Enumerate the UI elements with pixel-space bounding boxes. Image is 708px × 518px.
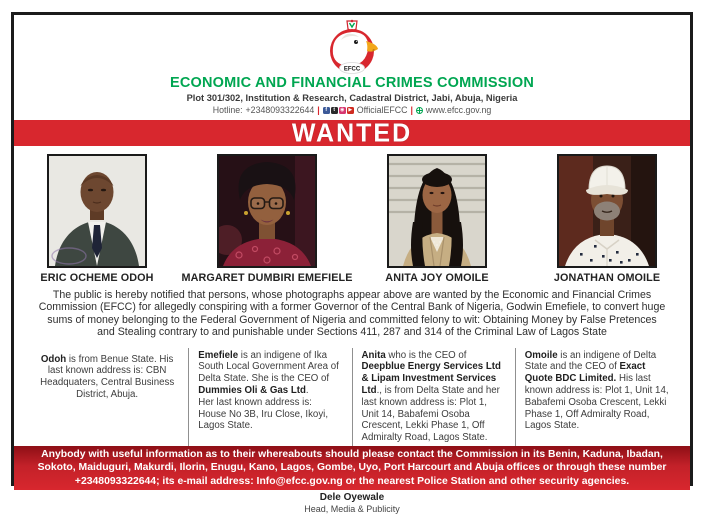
crest-icon — [347, 20, 357, 31]
contact-banner-text: Anybody with useful information as to their whereabouts should please contact the Commission in its Benin, Kaduna, Ibadan, Sokoto, Maiduguri, Makurdi, Ilorin, Enugu, Kano, Lagos, Gombe, Uyo, Port Harcourt and Abuja offices or through these number +2348093322644; its e-mail address: Info@efcc.gov.ng or the nearest Police Station and other security agencies. — [37, 448, 667, 487]
separator: | — [317, 105, 320, 115]
details-odoh: Odoh is from Benue State. His last known address is: CBN Headquaters, Central Business District, Abuja. — [40, 353, 175, 401]
details-emefiele: Emefiele is an indigene of Ika South Local Government Area of Delta State. She is the CEO of Dummies Oli & Gas Ltd. Her last known address is: House No 3B, Iru Close, Ikoyi, Lagos State. — [188, 348, 351, 446]
details-anita: Anita who is the CEO of Deepblue Energy Services Ltd & Lipam Investment Services Ltd., is from Delta State and her last known address is: Plot 1, Unit 14, Babafemi Osoba Crescent, Lekki Phase 1, Off Admiralty Road, Lagos State. — [352, 348, 515, 446]
wanted-poster — [11, 12, 693, 514]
suspect-photo-jonathan-omoile — [557, 154, 657, 268]
social-handle: OfficialEFCC — [356, 105, 408, 115]
globe-icon — [416, 107, 423, 114]
spokesperson-title: Head, Media & Publicity — [304, 504, 400, 514]
suspect-photo-anita-joy-omoile — [387, 154, 487, 268]
twitter-icon: t — [331, 107, 338, 114]
separator: | — [410, 105, 413, 115]
suspect-card — [529, 154, 685, 284]
wanted-banner — [14, 117, 690, 148]
suspect-photo-eric-ocheme-odoh — [47, 154, 147, 268]
suspect-details-row — [26, 348, 678, 446]
social-icons — [323, 107, 354, 114]
suspect-name: MARGARET DUMBIRI EMEFIELE — [181, 272, 353, 284]
youtube-icon: ▶ — [348, 107, 353, 113]
org-address: Plot 301/302, Institution & Research, Cadastral District, Jabi, Abuja, Nigeria — [186, 93, 518, 103]
suspect-name: ERIC OCHEME ODOH — [40, 272, 154, 284]
wanted-title: WANTED — [291, 117, 413, 148]
facebook-icon: f — [323, 107, 330, 114]
suspect-card — [181, 154, 353, 284]
contact-banner — [14, 446, 690, 490]
instagram-icon: ◉ — [340, 107, 345, 113]
efcc-logo — [321, 18, 383, 74]
suspect-photos-row — [14, 154, 690, 284]
org-name: ECONOMIC AND FINANCIAL CRIMES COMMISSION — [169, 75, 535, 91]
hotline-label: Hotline: — [212, 105, 243, 115]
spokesperson-name: Dele Oyewale — [319, 492, 385, 503]
logo-text: EFCC — [343, 66, 361, 73]
suspect-name: JONATHAN OMOILE — [553, 272, 661, 284]
details-omoile: Omoile is an indigene of Delta State and the CEO of Exact Quote BDC Limited. His last known address is: Plot 1, Unit 14, Babafemi Osoba Crescent, Lekki Phase 1, Off Admiralty Road, Lagos State. — [515, 348, 678, 446]
suspect-photo-margaret-dumbiri-emefiele — [217, 154, 317, 268]
hotline-row — [14, 105, 690, 116]
suspect-card — [19, 154, 175, 284]
poster-header — [14, 15, 690, 116]
website-url: www.efcc.gov.ng — [425, 105, 492, 115]
poster-footer — [14, 490, 690, 518]
suspect-card — [359, 154, 515, 284]
suspect-name: ANITA JOY OMOILE — [385, 272, 489, 284]
hotline-number: +2348093322644 — [245, 105, 315, 115]
public-notice-text: The public is hereby notified that persons, whose photographs appear above are wanted by the Economic and Financial Crimes Commission (EFCC) for allegedly conspiring with a former Governor of the Central Bank of Nigeria, Godwin Emefiele, to convert huge sums of money belonging to the Federal Government of Nigeria and committed felony to wit: Obtaining Money by False Pretences and Stealing contrary to and punishable under Sections 411, 287 and 314 of the Criminal Law of Lagos State — [38, 289, 666, 339]
